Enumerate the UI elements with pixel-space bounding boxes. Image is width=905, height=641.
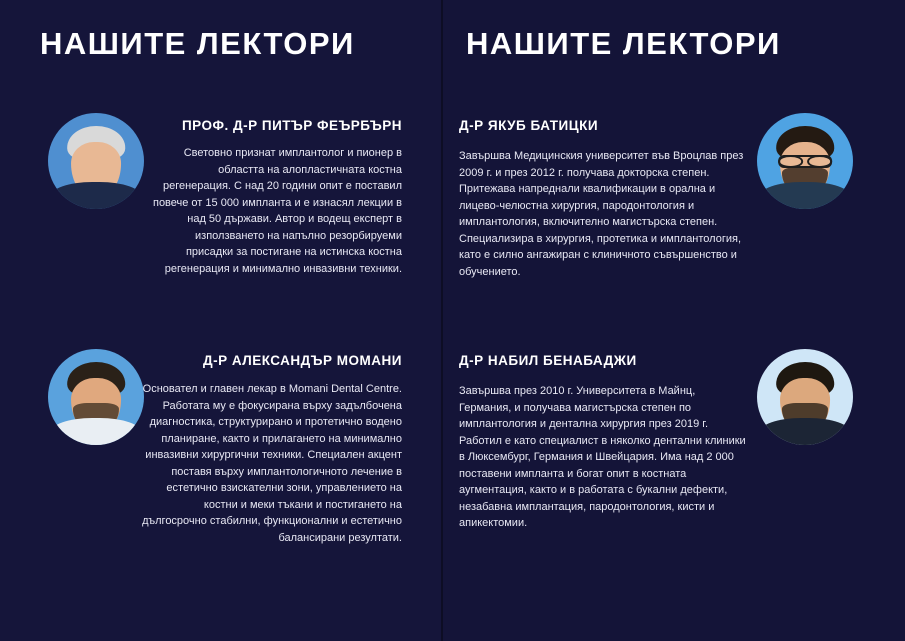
speaker-name: Д-Р АЛЕКСАНДЪР МОМАНИ — [202, 353, 402, 368]
speaker-bio: Световно признат имплантолог и пионер в областта на алопластичната костна регенерация. С над 20 години опит е поставил повече от 15 000 импланта и е изнасял лекции в над 50 държави. Автор и водещ експерт в използването на напълно резорбируеми присадки за постигане на истинска костна регенерация и минимално инвазивни техники. — [152, 147, 402, 275]
speaker-bio: Завършва Медицинския университет във Вроцлав през 2009 г. и през 2012 г. получава докторска степен. Притежава напреднали квалификации в орална и лицево-челюстна хирургия, пародонтология и имплантология, включително магистърска степен. Специализира в хирургия, протетика и имплантология, като е силно ангажиран с клиничното съвършенство и обучението. — [459, 150, 744, 278]
panel-divider — [441, 0, 443, 641]
avatar-image — [48, 349, 144, 445]
portrait-body — [759, 182, 851, 209]
speaker-bio: Основател и главен лекар в Momani Dental Centre. Работата му е фокусирана върху задълбочена диагностика, структурирано и протетично водено планиране, както и прилагането на минимално инвазивни хирургични техники. Специален акцент поставя върху имплантологичното лечение в естетично взискателни зони, управлението на костни и меки тъкани и постигането на дългосрочно стабилни, функционални и естетично балансирани резултати. — [142, 383, 402, 544]
speaker-name: ПРОФ. Д-Р ПИТЪР ФЕЪРБЪРН — [181, 118, 402, 133]
portrait-body — [50, 418, 142, 445]
avatar-nabil-benabadji — [757, 349, 853, 445]
speaker-name: Д-Р НАБИЛ БЕНАБАДЖИ — [459, 353, 637, 368]
speaker-bio: Завършва през 2010 г. Университета в Майнц, Германия, и получава магистърска степен по имплантология и дентална хирургия през 2019 г. Работил е като специалист в няколко дентални клиники в Люксембург, Германия и Швейцария. Има над 2 000 поставени импланта и богат опит в костната аугментация, както и в работата с букални дефекти, незабавна имплантация, пародонтология, кисти и апикектомии. — [459, 385, 746, 529]
avatar-peter-fairbairn — [48, 113, 144, 209]
portrait-body — [50, 182, 142, 209]
left-panel — [0, 0, 441, 641]
speaker-name: Д-Р ЯКУБ БАТИЦКИ — [459, 118, 599, 133]
left-panel-title: НАШИТЕ ЛЕКТОРИ — [40, 26, 355, 61]
avatar-jakub-baticki — [757, 113, 853, 209]
avatar-image — [48, 113, 144, 209]
right-panel — [441, 0, 905, 641]
avatar-image — [757, 113, 853, 209]
right-panel-title: НАШИТЕ ЛЕКТОРИ — [466, 26, 781, 61]
avatar-aleksandar-momani — [48, 349, 144, 445]
glasses-icon — [778, 155, 832, 167]
portrait-body — [759, 418, 851, 445]
avatar-image — [757, 349, 853, 445]
